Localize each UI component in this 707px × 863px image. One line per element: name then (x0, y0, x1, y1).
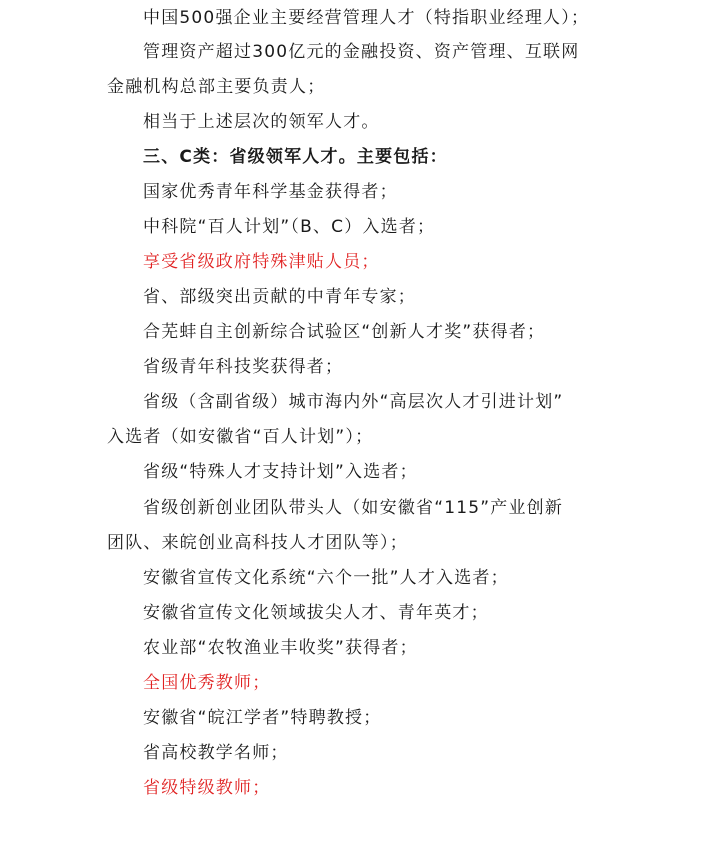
text-line: 入选者（如安徽省“百人计划”）； (107, 427, 374, 447)
text-line: 合芜蚌自主创新综合试验区“创新人才奖”获得者； (143, 322, 546, 342)
highlighted-line: 全国优秀教师； (143, 673, 271, 693)
text-line: 安徽省宣传文化领域拔尖人才、青年英才； (143, 603, 489, 623)
text-line: 管理资产超过300亿元的金融投资、资产管理、互联网 (143, 42, 580, 62)
text-line: 安徽省“皖江学者”特聘教授； (143, 708, 382, 728)
text-line: 金融机构总部主要负责人； (107, 77, 326, 97)
text-line: 农业部“农牧渔业丰收奖”获得者； (143, 638, 418, 658)
highlighted-line: 省级特级教师； (143, 778, 271, 798)
text-line: 省级“特殊人才支持计划”入选者； (143, 462, 418, 482)
text-line: 省高校教学名师； (143, 743, 289, 763)
text-line: 省级（含副省级）城市海内外“高层次人才引进计划” (143, 392, 564, 412)
text-line: 安徽省宣传文化系统“六个一批”人才入选者； (143, 568, 509, 588)
text-line: 团队、来皖创业高科技人才团队等）； (107, 533, 408, 553)
text-line: 省级青年科技奖获得者； (143, 357, 344, 377)
text-line: 国家优秀青年科学基金获得者； (143, 182, 398, 202)
section-heading: 三、C类：省级领军人才。主要包括： (143, 147, 448, 167)
text-line: 省级创新创业团队带头人（如安徽省“115”产业创新 (143, 498, 564, 518)
text-line: 相当于上述层次的领军人才。 (143, 112, 380, 132)
text-line: 中国500强企业主要经营管理人才（特指职业经理人）； (143, 8, 590, 28)
text-line: 省、部级突出贡献的中青年专家； (143, 287, 416, 307)
highlighted-line: 享受省级政府特殊津贴人员； (143, 252, 380, 272)
text-line: 中科院“百人计划”（B、C）入选者； (143, 217, 436, 237)
